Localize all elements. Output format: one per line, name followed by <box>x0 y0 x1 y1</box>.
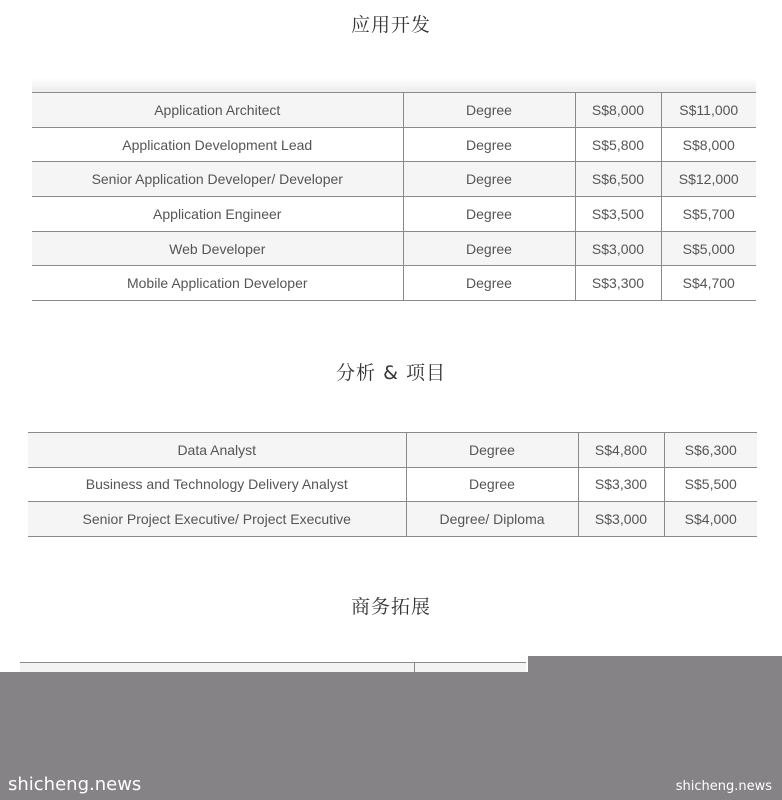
table-row <box>32 93 756 128</box>
table-row <box>32 231 756 266</box>
qualification-cell: Degree <box>406 433 578 468</box>
table-row <box>32 266 756 301</box>
salary-max-cell: S$11,000 <box>661 93 756 128</box>
app-dev-table <box>32 92 756 301</box>
salary-max-cell: S$12,000 <box>661 162 756 197</box>
salary-min-cell: S$3,300 <box>578 467 664 502</box>
section-title-app-dev: 应用开发 <box>350 14 431 36</box>
salary-max-cell: S$5,000 <box>661 231 756 266</box>
salary-min-cell: S$8,000 <box>575 93 661 128</box>
salary-min-cell: S$3,500 <box>575 197 661 232</box>
qualification-cell: Degree <box>403 93 575 128</box>
watermark-right: shicheng.news <box>675 779 772 794</box>
job-title-cell: Business and Technology Delivery Analyst <box>28 467 406 502</box>
qualification-cell: Degree <box>403 197 575 232</box>
salary-max-cell: S$6,300 <box>664 433 757 468</box>
salary-min-cell: S$5,800 <box>575 127 661 162</box>
table-row <box>28 502 757 537</box>
salary-min-cell: S$6,500 <box>575 162 661 197</box>
salary-max-cell: S$8,000 <box>661 127 756 162</box>
table-shadow <box>32 78 756 92</box>
qualification-cell: Degree <box>403 231 575 266</box>
job-title-cell: Senior Application Developer/ Developer <box>32 162 403 197</box>
table-row <box>28 467 757 502</box>
job-title-cell: Senior Project Executive/ Project Executive <box>28 502 406 537</box>
section-title-analysis-projects: 分析 & 项目 <box>336 362 446 384</box>
salary-max-cell: S$4,000 <box>664 502 757 537</box>
salary-max-cell: S$5,500 <box>664 467 757 502</box>
salary-min-cell: S$3,000 <box>578 502 664 537</box>
qualification-cell: Degree <box>403 162 575 197</box>
analysis-projects-table <box>28 432 757 537</box>
table-row <box>32 127 756 162</box>
qualification-cell: Degree <box>403 266 575 301</box>
salary-min-cell: S$3,300 <box>575 266 661 301</box>
job-title-cell: Application Development Lead <box>32 127 403 162</box>
qualification-cell: Degree/ Diploma <box>406 502 578 537</box>
job-title-cell: Application Engineer <box>32 197 403 232</box>
job-title-cell: Mobile Application Developer <box>32 266 403 301</box>
section-title-business-development: 商务拓展 <box>350 596 431 618</box>
table-row <box>32 162 756 197</box>
salary-max-cell: S$4,700 <box>661 266 756 301</box>
qualification-cell: Degree <box>403 127 575 162</box>
salary-max-cell: S$5,700 <box>661 197 756 232</box>
salary-min-cell: S$4,800 <box>578 433 664 468</box>
table-row <box>28 433 757 468</box>
salary-min-cell: S$3,000 <box>575 231 661 266</box>
job-title-cell: Web Developer <box>32 231 403 266</box>
job-title-cell: Application Architect <box>32 93 403 128</box>
table-row <box>32 197 756 232</box>
qualification-cell: Degree <box>406 467 578 502</box>
watermark-left: shicheng.news <box>8 774 142 795</box>
table-column-divider <box>414 662 415 672</box>
job-title-cell: Data Analyst <box>28 433 406 468</box>
